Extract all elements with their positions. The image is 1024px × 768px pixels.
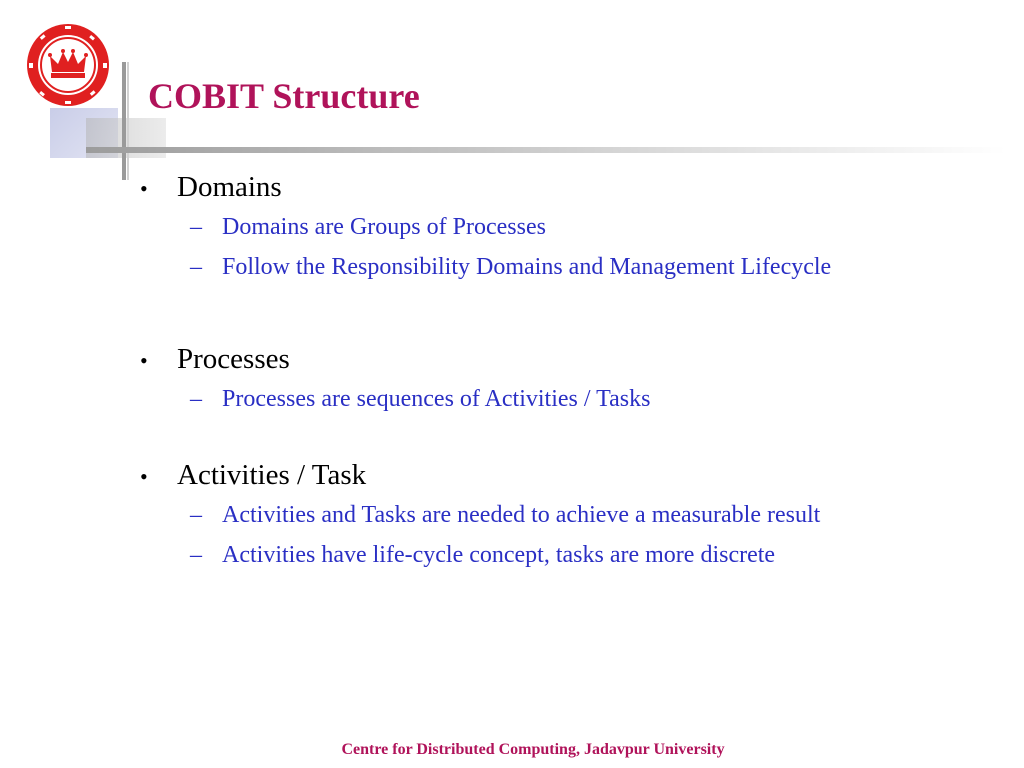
sub-item xyxy=(140,538,1000,572)
slide-content xyxy=(140,168,1000,578)
slide-footer: Centre for Distributed Computing, Jadavpur University xyxy=(341,741,725,758)
dash: – xyxy=(190,386,202,412)
sub-item xyxy=(140,382,1000,416)
university-seal-icon xyxy=(20,22,116,108)
sub-item xyxy=(140,210,1000,244)
slide-title: COBIT Structure xyxy=(148,76,420,116)
bullet xyxy=(140,168,1000,208)
section-activities xyxy=(140,456,1000,572)
sub-item-text: Follow the Responsibility Domains and Management Lifecycle xyxy=(222,254,832,280)
sub-list xyxy=(140,498,1000,572)
dash: – xyxy=(190,214,202,240)
bullet-dot: • xyxy=(140,176,148,201)
sub-list xyxy=(140,210,1000,284)
section-processes xyxy=(140,340,1000,416)
dash: – xyxy=(190,542,202,568)
vertical-divider-highlight xyxy=(127,62,129,180)
dash: – xyxy=(190,502,202,528)
sub-item xyxy=(140,250,1000,284)
bullet-heading: Processes xyxy=(177,343,290,375)
sub-item xyxy=(140,498,1000,532)
bullet xyxy=(140,456,1000,496)
sub-item-text: Domains are Groups of Processes xyxy=(222,214,546,240)
vertical-divider xyxy=(122,62,126,180)
bullet-heading: Activities / Task xyxy=(177,459,367,491)
bullet-heading: Domains xyxy=(177,171,282,203)
sub-item-text: Processes are sequences of Activities / Tasks xyxy=(222,386,651,412)
sub-list xyxy=(140,382,1000,416)
bullet xyxy=(140,340,1000,380)
sub-item-text: Activities have life-cycle concept, tasks are more discrete xyxy=(222,542,776,568)
section-domains xyxy=(140,168,1000,284)
sub-item-text: Activities and Tasks are needed to achieve a measurable result xyxy=(222,502,821,528)
bullet-dot: • xyxy=(140,464,148,489)
dash: – xyxy=(190,254,202,280)
title-underline xyxy=(86,147,1006,153)
bullet-dot: • xyxy=(140,348,148,373)
